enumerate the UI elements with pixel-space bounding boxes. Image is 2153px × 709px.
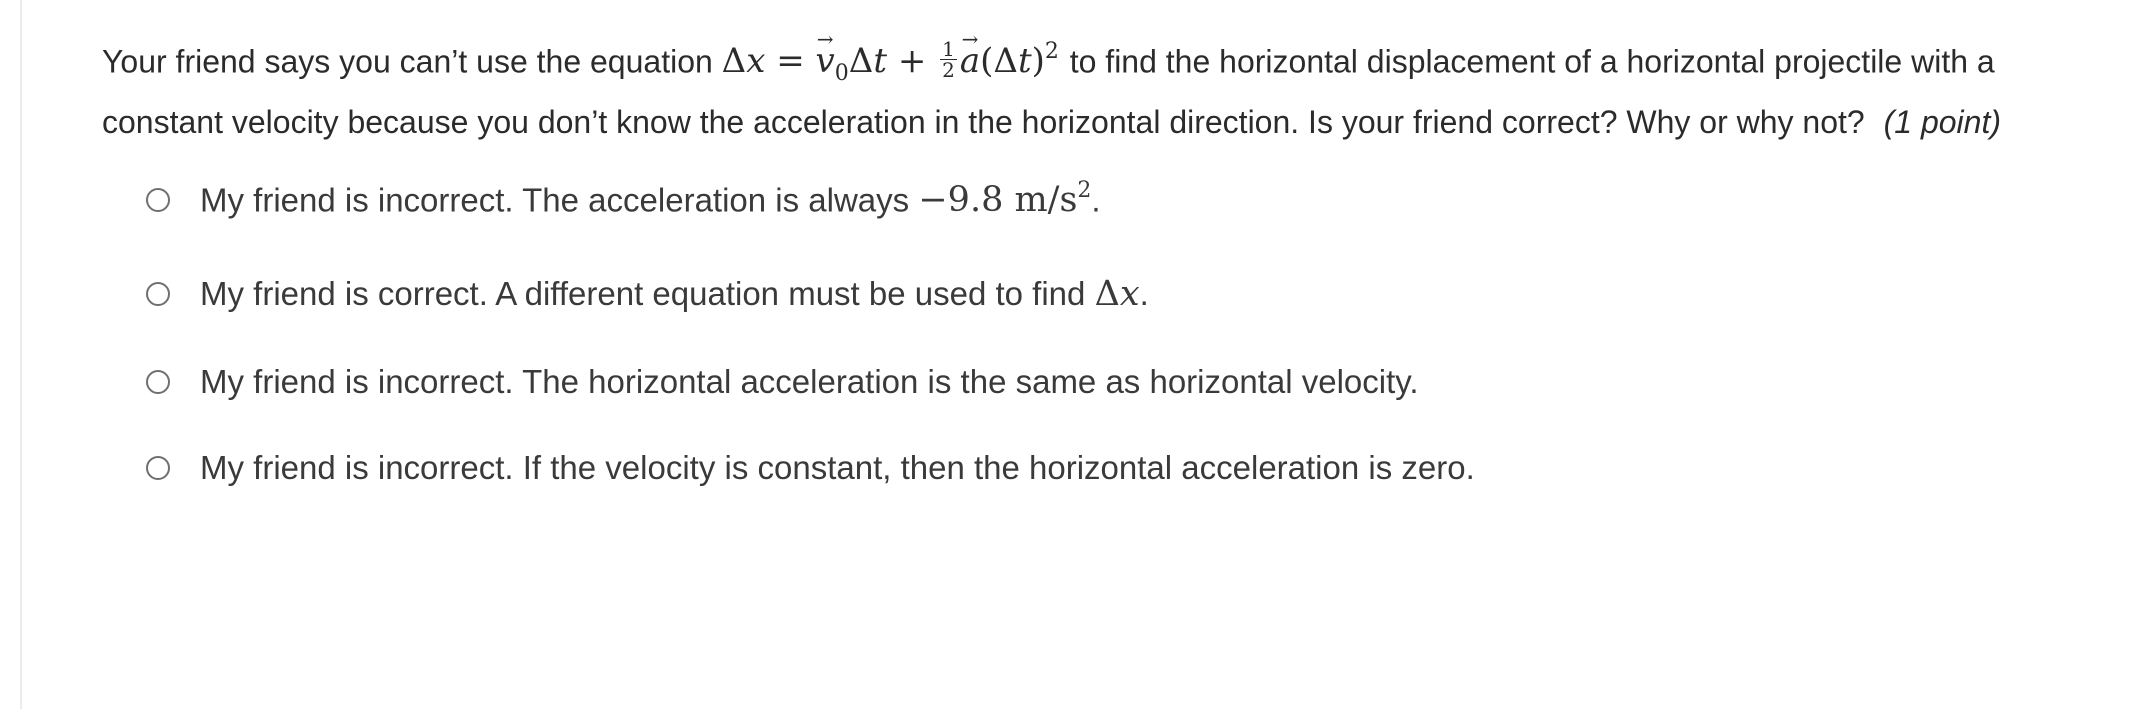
- option-4[interactable]: [146, 440, 1475, 496]
- left-border: [20, 0, 22, 709]
- points-label: (1 point): [1883, 104, 2001, 141]
- equation: Δx = → $v_0\Delta t$ + $\frac{1}{2}$ → $a(\Delta t)^2$: [722, 41, 1070, 81]
- option-2[interactable]: [146, 266, 1149, 322]
- radio-button[interactable]: [146, 370, 170, 394]
- option-label: My friend is incorrect. The acceleration is always −9.8 $m/s^2$.: [200, 177, 1101, 221]
- fraction-one-half: $\frac{1}{2}$: [942, 36, 955, 82]
- option-label: My friend is correct. A different equation must be used to find Δx.: [200, 274, 1149, 314]
- option-3[interactable]: [146, 354, 1419, 410]
- question-prompt: [102, 30, 2102, 146]
- option-label: My friend is incorrect. If the velocity is constant, then the horizontal acceleration is zero.: [200, 449, 1475, 486]
- radio-button[interactable]: [146, 188, 170, 212]
- option-math: Δx: [1094, 274, 1140, 314]
- question-text-after: to find the horizontal displacement of a horizontal projectile with a constant velocity because you don’t know the acceleration in the horizontal direction. Is your friend correct? Why or why not?: [102, 43, 1995, 141]
- radio-button[interactable]: [146, 456, 170, 480]
- radio-button[interactable]: [146, 282, 170, 306]
- option-math: −9.8 $m/s^2$: [918, 177, 1092, 221]
- question-text-before: Your friend says you can’t use the equation: [102, 43, 713, 80]
- option-label: My friend is incorrect. The horizontal acceleration is the same as horizontal velocity.: [200, 363, 1419, 400]
- option-1[interactable]: [146, 172, 1101, 228]
